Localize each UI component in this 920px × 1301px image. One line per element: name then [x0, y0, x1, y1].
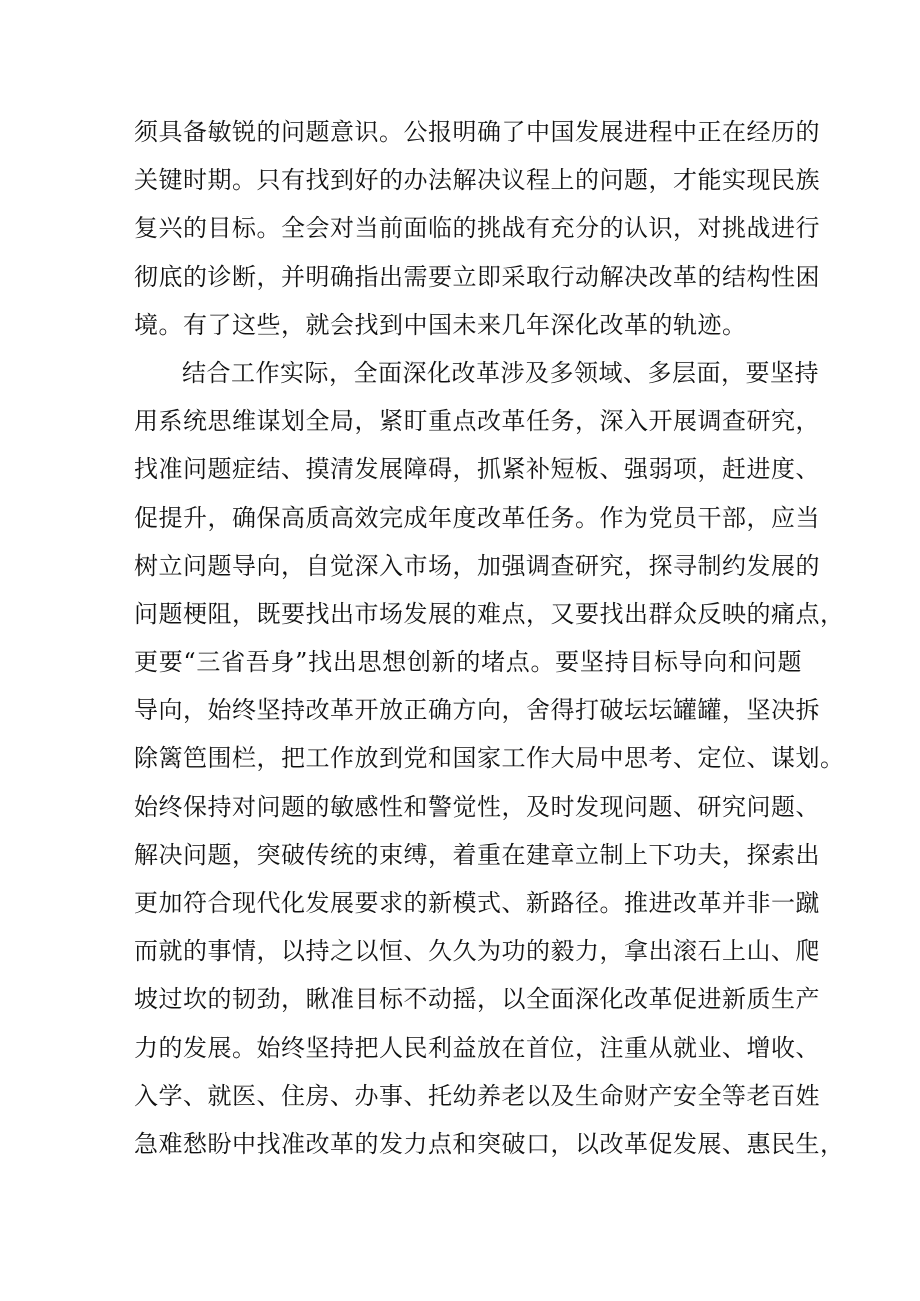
text-line: 促提升，确保高质高效完成年度改革任务。作为党员干部，应当 [134, 503, 820, 532]
text-line: 除篱笆围栏，把工作放到党和国家工作大局中思考、定位、谋划。 [134, 744, 845, 773]
text-line: 找准问题症结、摸清发展障碍，抓紧补短板、强弱项，赶进度、 [134, 455, 820, 484]
text-line: 彻底的诊断，并明确指出需要立即采取行动解决改革的结构性困 [134, 262, 820, 291]
text-line: 树立问题导向，自觉深入市场，加强调查研究，探寻制约发展的 [134, 551, 820, 580]
text-line: 更加符合现代化发展要求的新模式、新路径。推进改革并非一蹴 [134, 889, 820, 917]
text-line: 解决问题，突破传统的束缚，着重在建章立制上下功夫，探索出 [134, 840, 820, 869]
text-line: 关键时期。只有找到好的办法解决议程上的问题，才能实现民族 [134, 166, 820, 195]
text-line: 须具备敏锐的问题意识。公报明确了中国发展进程中正在经历的 [134, 118, 820, 146]
text-line: 始终保持对问题的敏感性和警觉性，及时发现问题、研究问题、 [134, 792, 820, 821]
text-line: 入学、就医、住房、办事、托幼养老以及生命财产安全等老百姓 [134, 1081, 820, 1110]
text-line: 力的发展。始终坚持把人民利益放在首位，注重从就业、增收、 [134, 1033, 820, 1062]
text-line: 急难愁盼中找准改革的发力点和突破口，以改革促发展、惠民生， [134, 1129, 845, 1158]
text-line: 坡过坎的韧劲，瞅准目标不动摇，以全面深化改革促进新质生产 [134, 985, 820, 1014]
body-text [134, 108, 845, 1168]
text-line: 境。有了这些，就会找到中国未来几年深化改革的轨迹。 [134, 310, 747, 339]
text-line: 用系统思维谋划全局，紧盯重点改革任务，深入开展调查研究， [134, 407, 820, 436]
text-line: 问题梗阻，既要找出市场发展的难点，又要找出群众反映的痛点， [134, 599, 845, 628]
text-line: 而就的事情，以持之以恒、久久为功的毅力，拿出滚石上山、爬 [134, 937, 820, 966]
text-line: 复兴的目标。全会对当前面临的挑战有充分的认识，对挑战进行 [134, 214, 820, 243]
text-line: 更要“三省吾身”找出思想创新的堵点。要坚持目标导向和问题 [134, 648, 802, 677]
text-line: 导向，始终坚持改革开放正确方向，舍得打破坛坛罐罐，坚决拆 [134, 696, 820, 725]
paragraph-first-line: 结合工作实际，全面深化改革涉及多领域、多层面，要坚持 [182, 358, 819, 387]
